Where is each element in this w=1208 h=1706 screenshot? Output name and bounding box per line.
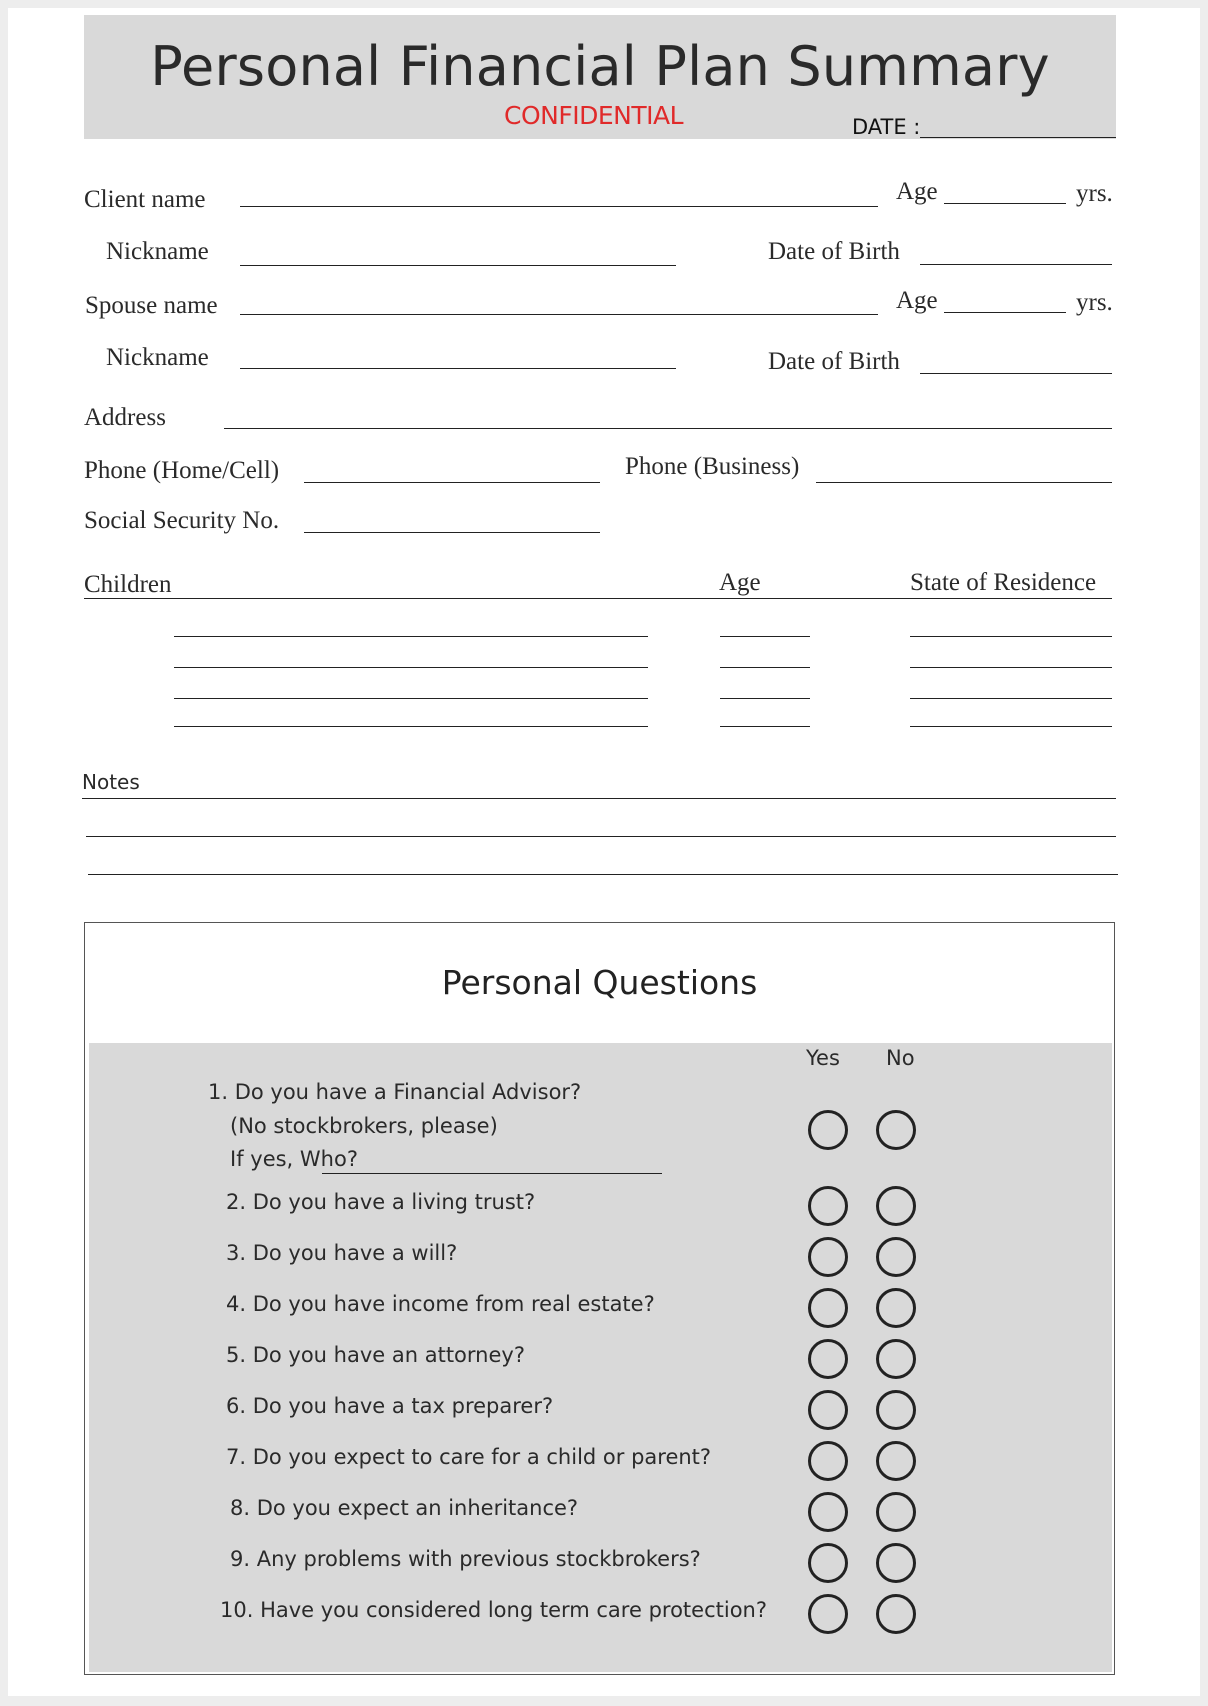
- client-dob-label: Date of Birth: [768, 238, 900, 265]
- notes-line[interactable]: [88, 874, 1118, 875]
- page-title: Personal Financial Plan Summary: [150, 35, 1050, 98]
- client-age-label: Age: [896, 178, 938, 205]
- children-state-header: State of Residence: [910, 569, 1097, 596]
- question-9: 9. Any problems with previous stockbrokers?: [230, 1547, 701, 1571]
- client-yrs-label: yrs.: [1076, 180, 1113, 207]
- ssn-label: Social Security No.: [84, 507, 280, 534]
- question-3-no-radio[interactable]: [876, 1237, 916, 1277]
- spouse-dob-field[interactable]: [920, 373, 1112, 374]
- phone-business-field[interactable]: [816, 482, 1112, 483]
- advisor-name-field[interactable]: [322, 1173, 662, 1174]
- child-state-field[interactable]: [910, 636, 1112, 637]
- address-field[interactable]: [224, 428, 1112, 429]
- question-2-yes-radio[interactable]: [808, 1186, 848, 1226]
- question-4-yes-radio[interactable]: [808, 1288, 848, 1328]
- personal-questions-title: Personal Questions: [441, 963, 758, 1002]
- phone-business-label: Phone (Business): [625, 453, 800, 480]
- yes-column-header: Yes: [806, 1046, 840, 1070]
- spouse-age-label: Age: [896, 287, 938, 314]
- question-3-yes-radio[interactable]: [808, 1237, 848, 1277]
- client-name-field[interactable]: [240, 206, 878, 207]
- spouse-name-field[interactable]: [240, 314, 878, 315]
- question-6: 6. Do you have a tax preparer?: [226, 1394, 554, 1418]
- no-column-header: No: [886, 1046, 915, 1070]
- child-name-field[interactable]: [174, 726, 648, 727]
- spouse-nickname-field[interactable]: [240, 368, 676, 369]
- date-field[interactable]: [920, 137, 1116, 138]
- header-band: [84, 15, 1116, 139]
- confidential-label: CONFIDENTIAL: [504, 101, 684, 130]
- child-age-field[interactable]: [720, 636, 810, 637]
- child-age-field[interactable]: [720, 667, 810, 668]
- form-page: [8, 8, 1200, 1696]
- spouse-nickname-label: Nickname: [106, 344, 209, 371]
- question-10: 10. Have you considered long term care protection?: [220, 1598, 767, 1622]
- spouse-dob-label: Date of Birth: [768, 348, 900, 375]
- notes-label: Notes: [82, 770, 140, 794]
- question-5-yes-radio[interactable]: [808, 1339, 848, 1379]
- question-1-yes-radio[interactable]: [808, 1110, 848, 1150]
- child-age-field[interactable]: [720, 698, 810, 699]
- ssn-field[interactable]: [304, 532, 600, 533]
- spouse-age-field[interactable]: [944, 312, 1066, 313]
- child-age-field[interactable]: [720, 726, 810, 727]
- address-label: Address: [84, 404, 166, 431]
- child-state-field[interactable]: [910, 667, 1112, 668]
- child-name-field[interactable]: [174, 667, 648, 668]
- client-age-field[interactable]: [944, 203, 1066, 204]
- notes-line[interactable]: [86, 836, 1116, 837]
- client-dob-field[interactable]: [920, 264, 1112, 265]
- spouse-yrs-label: yrs.: [1076, 289, 1113, 316]
- child-name-field[interactable]: [174, 698, 648, 699]
- date-label: DATE :: [852, 115, 921, 139]
- question-10-no-radio[interactable]: [876, 1594, 916, 1634]
- question-1-no-radio[interactable]: [876, 1110, 916, 1150]
- question-7-no-radio[interactable]: [876, 1441, 916, 1481]
- child-state-field[interactable]: [910, 698, 1112, 699]
- phone-home-label: Phone (Home/Cell): [84, 457, 280, 484]
- question-8-yes-radio[interactable]: [808, 1492, 848, 1532]
- question-6-no-radio[interactable]: [876, 1390, 916, 1430]
- question-9-yes-radio[interactable]: [808, 1543, 848, 1583]
- children-header: Children: [84, 571, 172, 598]
- client-name-label: Client name: [84, 186, 206, 213]
- child-state-field[interactable]: [910, 726, 1112, 727]
- question-2: 2. Do you have a living trust?: [226, 1190, 536, 1214]
- question-4: 4. Do you have income from real estate?: [226, 1292, 655, 1316]
- question-3: 3. Do you have a will?: [226, 1241, 458, 1265]
- children-age-header: Age: [719, 569, 761, 596]
- question-4-no-radio[interactable]: [876, 1288, 916, 1328]
- question-1-line1: 1. Do you have a Financial Advisor?: [208, 1080, 582, 1104]
- client-nickname-field[interactable]: [240, 265, 676, 266]
- client-nickname-label: Nickname: [106, 238, 209, 265]
- children-header-rule: [84, 598, 1112, 599]
- question-7: 7. Do you expect to care for a child or parent?: [226, 1445, 712, 1469]
- child-name-field[interactable]: [174, 636, 648, 637]
- question-10-yes-radio[interactable]: [808, 1594, 848, 1634]
- question-1-line3: If yes, Who?: [230, 1147, 358, 1171]
- question-1-line2: (No stockbrokers, please): [230, 1114, 498, 1138]
- notes-line[interactable]: [82, 798, 1116, 799]
- question-5: 5. Do you have an attorney?: [226, 1343, 525, 1367]
- question-6-yes-radio[interactable]: [808, 1390, 848, 1430]
- question-7-yes-radio[interactable]: [808, 1441, 848, 1481]
- question-5-no-radio[interactable]: [876, 1339, 916, 1379]
- phone-home-field[interactable]: [304, 482, 600, 483]
- question-2-no-radio[interactable]: [876, 1186, 916, 1226]
- spouse-name-label: Spouse name: [85, 292, 218, 319]
- question-8-no-radio[interactable]: [876, 1492, 916, 1532]
- question-9-no-radio[interactable]: [876, 1543, 916, 1583]
- question-8: 8. Do you expect an inheritance?: [230, 1496, 579, 1520]
